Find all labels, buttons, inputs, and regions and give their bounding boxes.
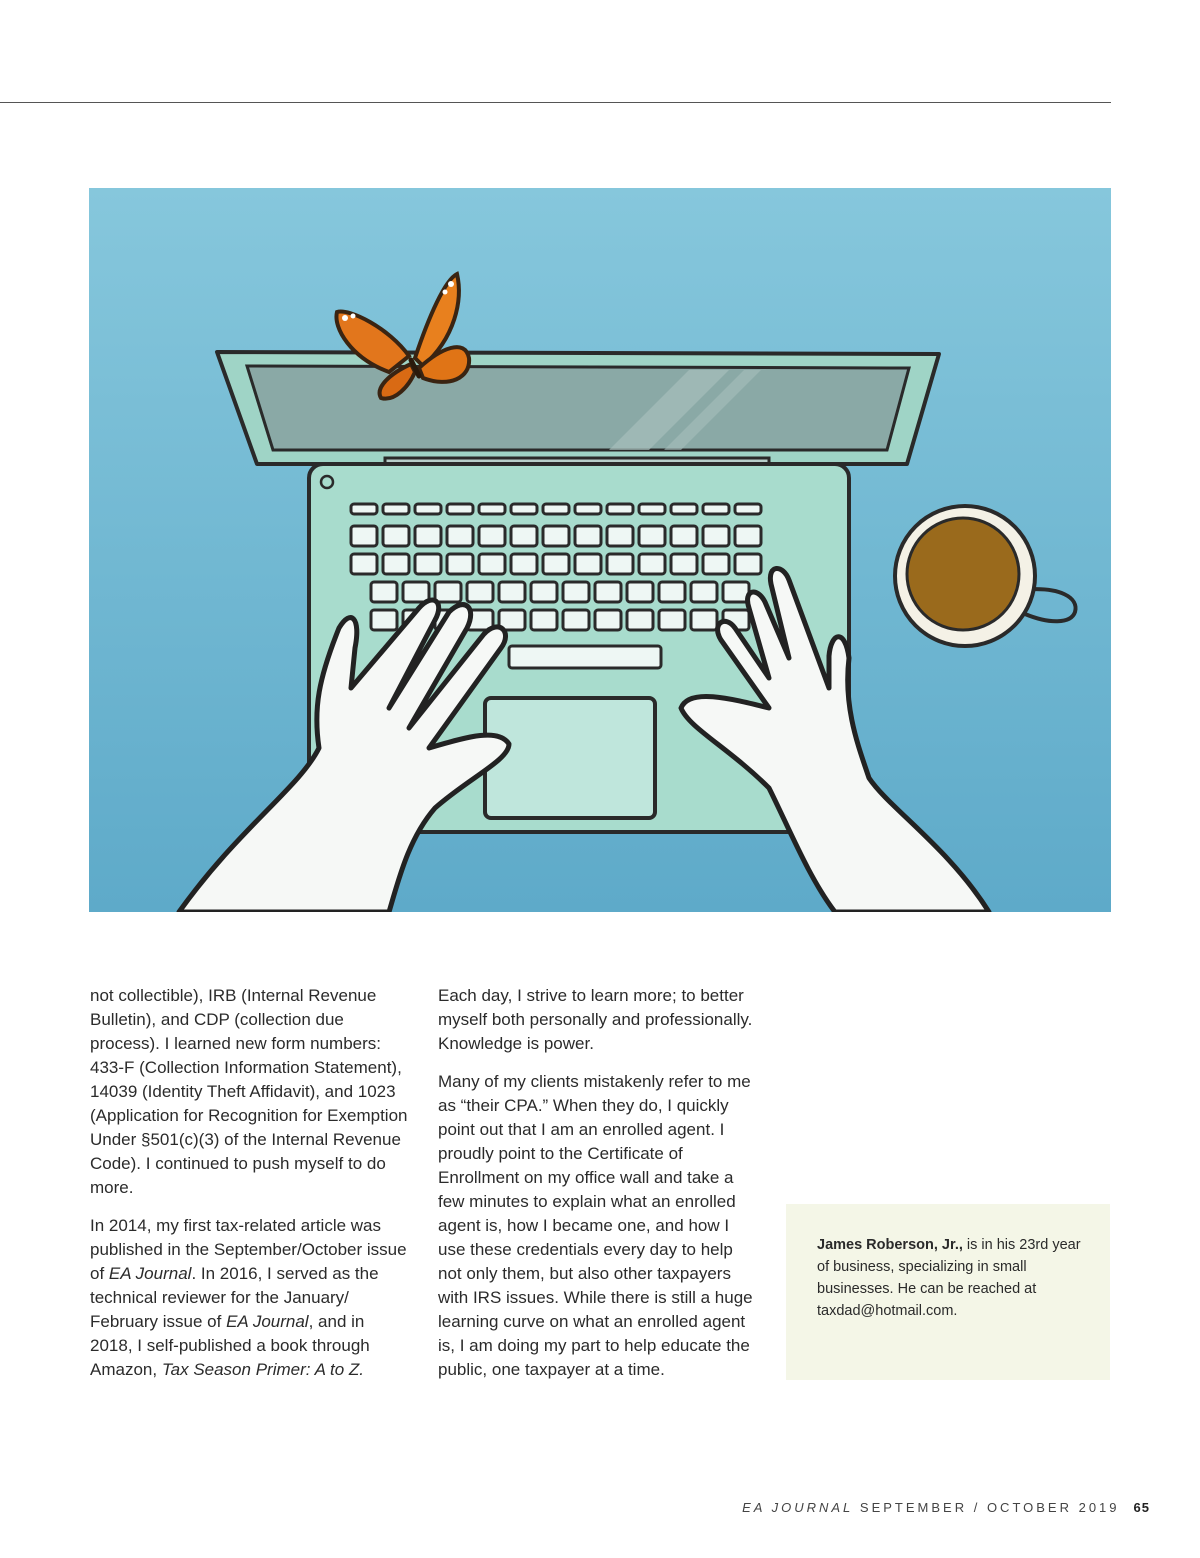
keyboard-key	[415, 504, 441, 514]
page-footer	[742, 1500, 1150, 1515]
article-column-1	[90, 984, 408, 1396]
keyboard-key	[383, 554, 409, 574]
keyboard-key	[691, 582, 717, 602]
keyboard-key	[671, 554, 697, 574]
keyboard-key	[383, 526, 409, 546]
keyboard-key	[659, 610, 685, 630]
keyboard-key	[575, 526, 601, 546]
keyboard-key	[703, 554, 729, 574]
keyboard-key	[735, 526, 761, 546]
keyboard-key	[415, 526, 441, 546]
keyboard-key	[607, 504, 633, 514]
author-bio-box	[786, 1204, 1110, 1380]
keyboard-key	[543, 504, 569, 514]
paragraph: Each day, I strive to learn more; to better myself both personally and professionally. Knowledge is power.	[438, 986, 753, 1053]
keyboard-key	[383, 504, 409, 514]
keyboard-key	[371, 610, 397, 630]
keyboard-key	[499, 582, 525, 602]
keyboard-key	[467, 582, 493, 602]
keyboard-key	[607, 554, 633, 574]
keyboard-key	[447, 526, 473, 546]
paragraph: Many of my clients mistakenly refer to me as “their CPA.” When they do, I quickly point out that I am an enrolled agent. I proudly point to the Certificate of Enrollment on my office wall and take a few minutes to explain what an enrolled agent is, how I became one, and how I use these credentials every day to help not only them, but also other taxpayers with IRS issues. While there is still a huge learning curve on what an enrolled agent is, I am doing my part to help educate the public, one taxpayer at a time.	[438, 1072, 753, 1379]
keyboard-key	[351, 554, 377, 574]
keyboard-key	[639, 526, 665, 546]
keyboard-key	[703, 526, 729, 546]
page-number: 65	[1133, 1500, 1150, 1515]
keyboard-key	[371, 582, 397, 602]
journal-title: EA Journal	[226, 1312, 309, 1331]
keyboard-key	[447, 554, 473, 574]
keyboard-key	[415, 554, 441, 574]
keyboard-key	[575, 504, 601, 514]
keyboard-key	[671, 504, 697, 514]
keyboard-key	[563, 610, 589, 630]
keyboard-key	[531, 582, 557, 602]
keyboard-key	[447, 504, 473, 514]
keyboard-key	[671, 526, 697, 546]
author-name: James Roberson, Jr.,	[817, 1237, 963, 1253]
keyboard-key	[659, 582, 685, 602]
keyboard-key	[479, 554, 505, 574]
keyboard-key	[543, 554, 569, 574]
header-rule	[0, 102, 1111, 103]
paragraph: not collectible), IRB (Internal Revenue Bulletin), and CDP (collection due process). I learned new form numbers: 433-F (Collection Information Statement), 14039 (Identity Theft Affidavit), and 1023 (Application for Recognition for Exemption Under §501(c)(3) of the Internal Revenue Code). I continued to push myself to do more.	[90, 986, 408, 1197]
keyboard-key	[627, 582, 653, 602]
keyboard-key	[703, 504, 729, 514]
keyboard-key	[735, 504, 761, 514]
keyboard-key	[607, 526, 633, 546]
keyboard-key	[351, 504, 377, 514]
paragraph: In 2014, my first tax-related article was published in the September/October issue of EA Journal. In 2016, I served as the technical reviewer for the January/ February issue of EA Journal, and in 2018, I self-published a book through Amazon, Tax Season Primer: A to Z.	[90, 1216, 407, 1379]
keyboard-key	[543, 526, 569, 546]
keyboard-key	[479, 526, 505, 546]
keyboard-key	[735, 554, 761, 574]
keyboard-key	[639, 554, 665, 574]
footer-issue: SEPTEMBER / OCTOBER 2019	[859, 1500, 1120, 1515]
keyboard-key	[479, 504, 505, 514]
keyboard-key	[639, 504, 665, 514]
book-title: Tax Season Primer: A to Z.	[161, 1360, 365, 1379]
keyboard-key	[435, 582, 461, 602]
keyboard-key	[595, 582, 621, 602]
keyboard-key	[563, 582, 589, 602]
journal-title: EA Journal	[108, 1264, 192, 1283]
keyboard-key	[511, 504, 537, 514]
keyboard-key	[511, 526, 537, 546]
keyboard-key	[351, 526, 377, 546]
footer-journal: EA JOURNAL	[742, 1500, 854, 1515]
article-column-2	[438, 984, 756, 1396]
keyboard-key	[511, 554, 537, 574]
laptop-illustration	[89, 188, 1111, 912]
keyboard-key	[595, 610, 621, 630]
keyboard-key	[531, 610, 557, 630]
keyboard-key	[575, 554, 601, 574]
keyboard-key	[403, 582, 429, 602]
keyboard-key	[627, 610, 653, 630]
author-bio-text: is in his 23rd year of business, specializing in small businesses. He can be reached at taxdad@hotmail.com.	[817, 1237, 1081, 1319]
keyboard-key	[691, 610, 717, 630]
